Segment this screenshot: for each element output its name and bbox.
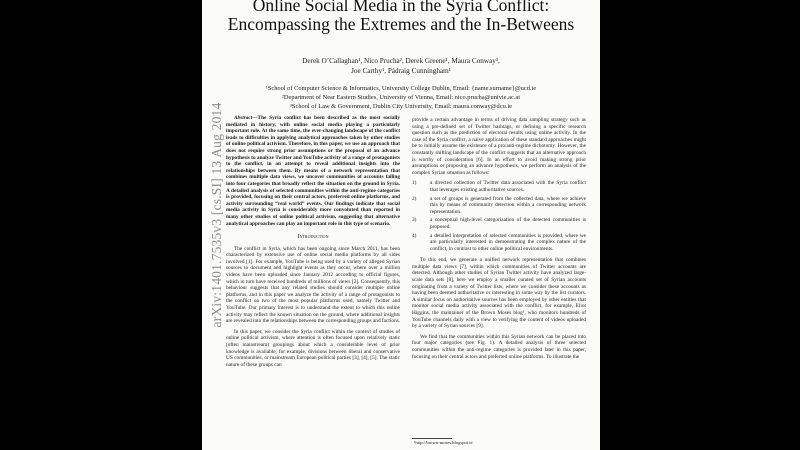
body-paragraph-1: provide a certain advantage in terms of driving data sampling strategy such as using a pre-defined set of Twitter hashtags, or defining a specific research question such as the prediction of electoral results using online activity. In the case of the Syria conflict, a naive application of these standard approaches might be to initially assume the existence of a pro/anti-regime dichotomy. However, the constantly shifting landscape of the conflict suggests that an alternative approach is worthy of consideration [6]. In an effort to avoid making strong prior assumptions or proposing an advance hypothesis, we perform an analysis of the complex Syrian situation as follows: <box>412 117 586 176</box>
footnote: ¹http://brown-moses.blogspot.ie <box>414 440 473 445</box>
affiliation-dcu: ³School of Law & Government, Dublin City University, Email: maura.conway@dcu.ie <box>290 103 512 110</box>
paper-page <box>202 0 600 450</box>
arxiv-identifier: arXiv:1401.7535v3 [cs.SI] 13 Aug 2014 <box>209 102 224 328</box>
abstract-body: —The Syria conflict has been described as the most socially mediated in history, with online social media playing a particularly important role. At the same time, the ever-changing landscape of the conflict leads to difficulties in applying analytical approaches taken by other studies of online political activism. Therefore, in this paper, we use an approach that does not require strong prior assumptions or the proposal of an advance hypothesis to analyze Twitter and YouTube activity of a range of protagonists to the conflict, in an attempt to reveal additional insights into the relationships between them. By means of a network representation that combines multiple data views, we uncover communities of accounts falling into four categories that broadly reflect the situation on the ground in Syria. A detailed analysis of selected communities within the anti-regime categories is provided, focusing on their central actors, preferred online platforms, and activity surrounding “real world” events. Our findings indicate that social media activity in Syria is considerably more convoluted than reported in many other studies of online political activism, suggesting that alternative analytical approaches can play an important role in this type of scenario. <box>226 115 400 227</box>
intro-paragraph-2: In this paper, we consider the Syria conflict within the context of studies of online political activism, where attention is often focused upon relatively static (often mainstream) groupings about which a considerable level of prior knowledge is available; for example, divisions between liberal and conservative US communities, or mainstream European political parties [3], [4], [5]. The static nature of these groups can <box>226 328 400 368</box>
list-item: 3) a conceptual high-level categorization of the detected communities is proposed. <box>412 217 586 230</box>
intro-paragraph-1: The conflict in Syria, which has been ongoing since March 2011, has been characterized by extensive use of online social media platforms by all sides involved [1]. For example, YouTube is being used by a variety of alleged Syrian sources to document and highlight events as they occur, where over a million videos have been uploaded since January 2012 according to official figures, which in turn have received hundreds of millions of views [2]. Consequently, this behaviour suggests that any related studies should consider multiple online platforms, and in this paper we analyze the activity of a range of protagonists to the conflict on two of the most popular platforms used, namely Twitter and YouTube. Our primary interest is to understand the extent to which this online activity may reflect the known situation on the ground, where additional insights are revealed into the relationships between the corresponding groups and factions. <box>226 245 401 325</box>
list-item: 1) a directed collection of Twitter data associated with the Syria conflict that leverages existing authoritative sources. <box>412 180 586 193</box>
right-column <box>412 117 586 364</box>
affiliation-ucd: ¹School of Computer Science & Informatics, University College Dublin, Email: {name.surname}@ucd.ie <box>265 85 537 92</box>
list-item: 4) a detailed interpretation of selected communities is provided, where we are particularly interested in demonstrating the complex nature of the conflict, in contrast to other online political environments. <box>412 232 586 252</box>
arxiv-watermark <box>205 90 229 340</box>
body-paragraph-3: We find that the communities within this Syrian network can be placed into four major categories (see Fig. 1). A detailed analysis of three selected communities within the anti-regime categories is provided later in this paper, focusing on their central actors and preferred online platforms. To illustrate the <box>412 333 586 360</box>
affiliations <box>202 84 600 111</box>
list-item: 2) a set of groups is generated from the collected data, where we achieve this by means of community detection within a corresponding network representation. <box>412 195 586 215</box>
footnote-rule <box>412 438 452 439</box>
affiliation-vienna: ²Department of Near Eastern Studies, University of Vienna, Email: nico.prucha@univie.ac.at <box>282 94 520 101</box>
author-list: Derek O’Callaghan¹, Nico Prucha², Derek Greene¹, Maura Conway³, Joe Carthy¹, Pádraig Cunningham¹ <box>302 57 500 75</box>
section-heading-introduction: Introduction <box>297 233 329 241</box>
left-column <box>226 115 400 372</box>
analysis-steps-list <box>412 180 586 252</box>
abstract-label: Abstract <box>234 115 253 121</box>
paper-title: Online Social Media in the Syria Conflict: Encompassing the Extremes and the In-Betweens <box>227 0 575 34</box>
body-paragraph-2: To this end, we generate a unified network representation that combines multiple data views [7], within which communities of Twitter accounts are detected. Although other studies of Syrian Twitter activity have analyzed large-scale data sets [8], here we employ a smaller curated set of Syrian accounts originating from a variety of Twitter lists, where we consider these accounts as having been deemed authoritative or interesting in some way by the list curators. A similar focus on authoritative sources has been employed by other entities that monitor social media activity associated with the conflict, for example, Eliot Higgins, the maintainer of the Brown Moses blog¹, who monitors hundreds of YouTube channels daily with a view to verifying the content of videos uploaded by a variety of Syrian sources [9]. <box>412 257 586 330</box>
abstract <box>226 115 400 227</box>
